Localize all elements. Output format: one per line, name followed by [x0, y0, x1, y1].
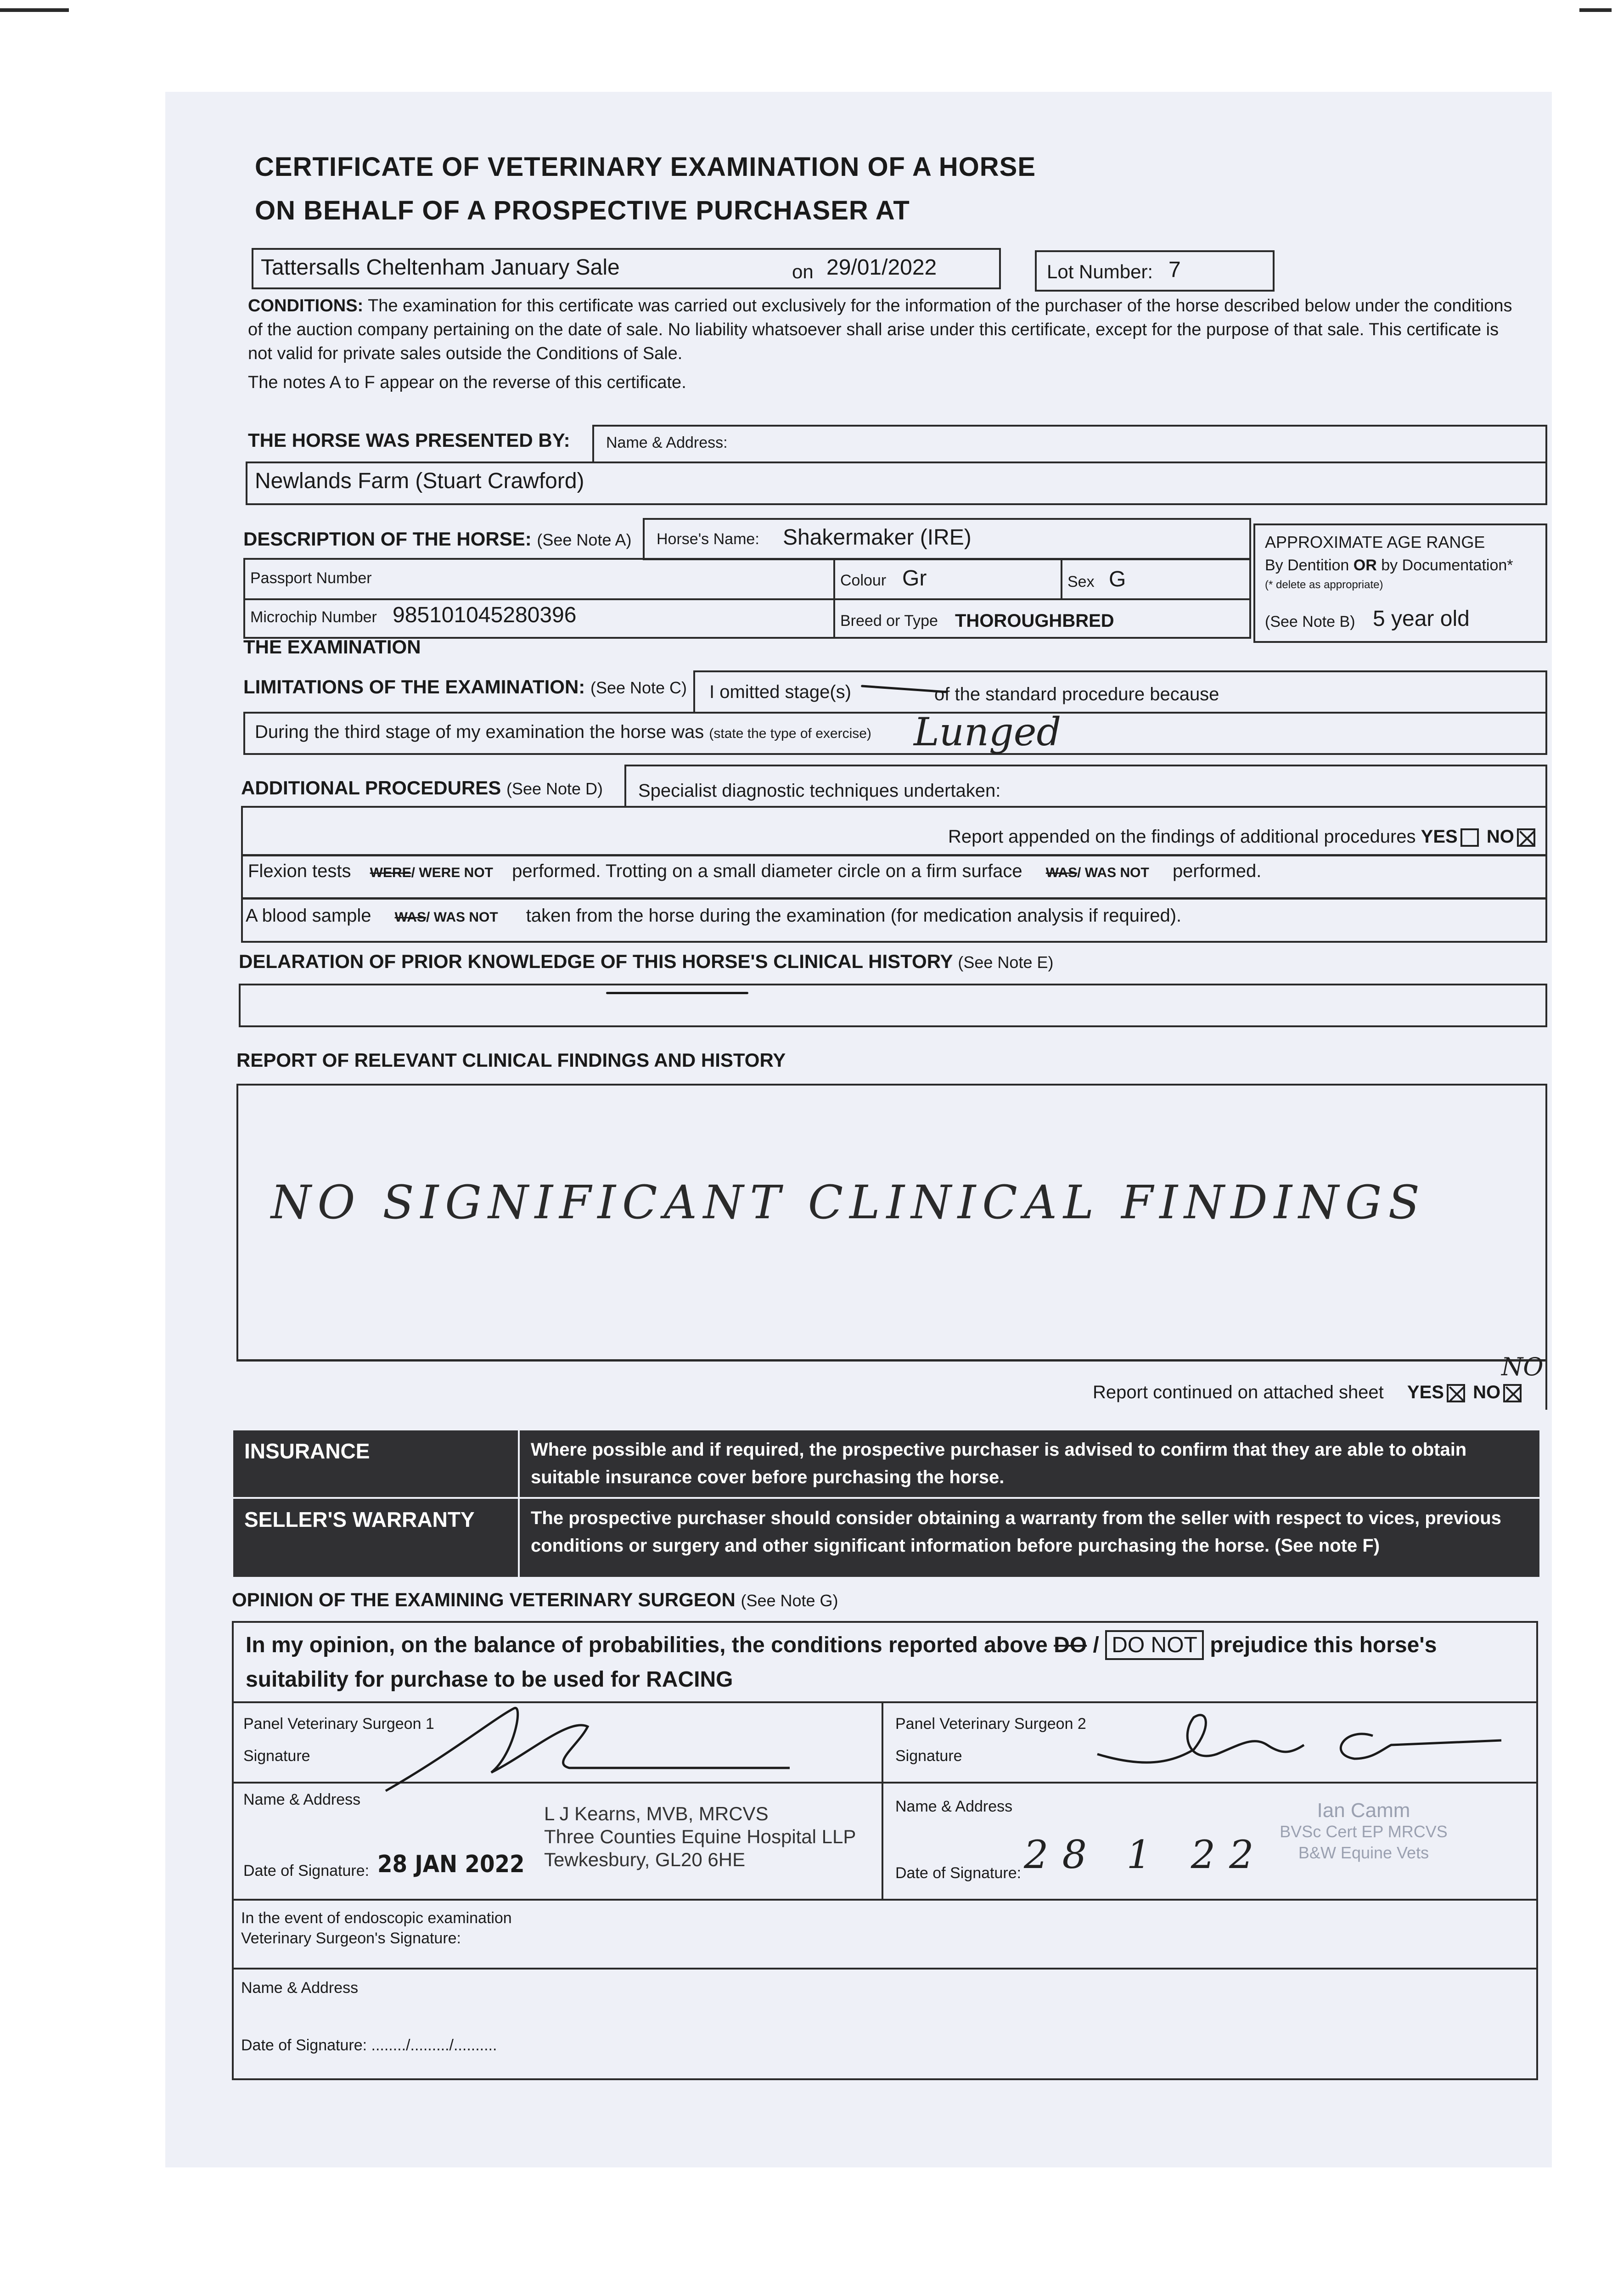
additional-label — [241, 777, 603, 799]
declaration-dash-mark — [606, 992, 748, 994]
declaration-label — [239, 951, 1053, 973]
title-line-2: ON BEHALF OF A PROSPECTIVE PURCHASER AT — [255, 196, 910, 225]
breed-value: THOROUGHBRED — [955, 611, 1114, 631]
declaration-note: (See Note E) — [958, 953, 1054, 972]
blood-label: A blood sample — [246, 906, 371, 926]
report-continued-yes: YES — [1407, 1382, 1444, 1402]
warranty-text: The prospective purchaser should consider obtaining a warranty from the seller with respect to vices, previous conditions or surgery and other significant information before purchasing the horse. (See note F) — [518, 1499, 1539, 1577]
surgeon1-address1: Three Counties Equine Hospital LLP — [544, 1826, 856, 1847]
report-continued-label: Report continued on attached sheet — [1093, 1382, 1384, 1402]
presented-by-value: Newlands Farm (Stuart Crawford) — [255, 469, 584, 493]
colour-value: Gr — [902, 566, 927, 591]
surgeon1-signature — [376, 1699, 817, 1800]
grid-divider — [243, 598, 1251, 600]
description-title: DESCRIPTION OF THE HORSE: — [243, 528, 532, 550]
age-or: OR — [1353, 557, 1377, 574]
endoscopic-line1: In the event of endoscopic examination — [241, 1909, 512, 1927]
presented-by-label: THE HORSE WAS PRESENTED BY: — [248, 429, 570, 451]
conditions-label: CONDITIONS: — [248, 296, 364, 315]
conditions-text — [248, 294, 1524, 366]
lot-label: Lot Number: — [1047, 261, 1153, 282]
presented-name-box — [592, 425, 1547, 463]
conditions-body: The examination for this certificate was carried out exclusively for the information of the purchaser of the horse described below under the conditions of the auction company pertaining on the date of sale. No liability whatsoever shall arise under this certificate, except for the purpose of that sale. This certificate is not valid for private sales outside the Conditions of Sale. — [248, 296, 1512, 363]
surgeon2-practice: B&W Equine Vets — [1298, 1843, 1429, 1862]
endoscopic-label — [241, 1908, 512, 1948]
sale-name: Tattersalls Cheltenham January Sale — [261, 255, 620, 280]
surgeon2-name-label: Name & Address — [895, 1798, 1013, 1815]
examination-label: THE EXAMINATION — [243, 636, 421, 658]
surgeon1-address2: Tewkesbury, GL20 6HE — [544, 1849, 746, 1870]
endoscopic-line2: Veterinary Surgeon's Signature: — [241, 1930, 461, 1947]
third-stage-text: During the third stage of my examination the horse was — [255, 722, 704, 742]
opinion-text-a: In my opinion, on the balance of probabilities, the conditions reported above — [246, 1633, 1048, 1657]
opinion-divider — [232, 1968, 1538, 1970]
third-stage-label — [255, 722, 871, 743]
surgeon2-date: 28 1 22 — [1024, 1832, 1268, 1877]
insurance-text: Where possible and if required, the prospective purchaser is advised to confirm that they are able to obtain suitable insurance cover before purchasing the horse. — [518, 1430, 1539, 1497]
surgeon1-panel-label: Panel Veterinary Surgeon 1 — [243, 1715, 434, 1733]
opinion-line1: In my opinion, on the balance of probabilities, the conditions reported above DO / DO NOT prejudice this horse's — [246, 1632, 1437, 1658]
limitations-title: LIMITATIONS OF THE EXAMINATION: — [243, 676, 585, 698]
report-appended-row — [948, 827, 1538, 847]
report-no-handwritten: NO — [1501, 1352, 1544, 1381]
warranty-label: SELLER'S WARRANTY — [233, 1499, 518, 1577]
sex-label: Sex — [1067, 573, 1095, 591]
specialist-label: Specialist diagnostic techniques undertaken: — [638, 781, 1001, 801]
opinion-line2: suitability for purchase to be used for RACING — [246, 1667, 733, 1692]
surgeon2-signature-label: Signature — [895, 1747, 962, 1765]
flexion-trot-text: performed. Trotting on a small diameter circle on a firm surface — [512, 861, 1022, 881]
trot-performed: performed. — [1172, 861, 1262, 881]
endoscopic-date-label: Date of Signature: ......../........./.......... — [241, 2037, 497, 2054]
report-continued-row — [1093, 1382, 1524, 1403]
opinion-note: (See Note G) — [741, 1591, 838, 1610]
flexion-row — [248, 861, 1261, 882]
breed-label: Breed or Type — [840, 612, 938, 630]
sex-value: G — [1109, 567, 1126, 591]
opinion-do-not: DO NOT — [1105, 1630, 1204, 1660]
report-appended-no: NO — [1486, 827, 1514, 847]
opinion-divider — [882, 1701, 883, 1899]
additional-note: (See Note D) — [506, 779, 603, 798]
horse-name-label: Horse's Name: — [657, 530, 759, 548]
age-method — [1265, 557, 1513, 574]
opinion-do: DO — [1054, 1633, 1087, 1657]
omitted-because: of the standard procedure because — [934, 684, 1219, 704]
scan-edge-mark — [1579, 8, 1612, 12]
blood-was-not: / WAS NOT — [426, 910, 498, 925]
declaration-title: DELARATION OF PRIOR KNOWLEDGE OF THIS HORSE'S CLINICAL HISTORY — [239, 951, 953, 972]
description-label — [243, 528, 631, 550]
passport-label: Passport Number — [250, 569, 372, 587]
surgeon1-date: 28 JAN 2022 — [377, 1851, 525, 1878]
continued-no-checkbox[interactable] — [1503, 1384, 1522, 1402]
conditions-notes: The notes A to F appear on the reverse of this certificate. — [248, 373, 686, 392]
insurance-label: INSURANCE — [233, 1430, 518, 1497]
surgeon2-quals: BVSc Cert EP MRCVS — [1280, 1822, 1448, 1841]
grid-divider — [1061, 558, 1062, 598]
opinion-label — [232, 1589, 838, 1611]
age-delete-note: (* delete as appropriate) — [1265, 579, 1383, 591]
scan-edge-mark — [0, 8, 69, 12]
blood-was: WAS — [394, 910, 426, 925]
blood-row — [246, 906, 1181, 926]
microchip-value: 985101045280396 — [393, 603, 577, 627]
surgeon1-name: L J Kearns, MVB, MRCVS — [544, 1803, 769, 1824]
surgeon2-signature — [1088, 1699, 1511, 1782]
limitations-note: (See Note C) — [590, 678, 687, 697]
endoscopic-name-label: Name & Address — [241, 1979, 359, 1997]
sale-on-label: on — [792, 261, 814, 282]
blood-text: taken from the horse during the examination (for medication analysis if required). — [526, 906, 1182, 926]
omitted-label: I omitted stage(s) — [709, 682, 852, 702]
report-continued-no: NO — [1473, 1382, 1501, 1402]
trot-was: WAS — [1045, 865, 1078, 880]
horse-name: Shakermaker (IRE) — [783, 525, 972, 550]
surgeon1-signature-label: Signature — [243, 1747, 310, 1765]
flexion-were: WERE — [370, 865, 411, 880]
report-divider — [236, 1359, 1547, 1361]
surgeon1-date-label: Date of Signature: — [243, 1862, 370, 1880]
report-finding: NO SIGNIFICANT CLINICAL FINDINGS — [271, 1176, 1427, 1229]
description-note: (See Note A) — [537, 530, 632, 549]
age-by-dentition: By Dentition — [1265, 557, 1349, 574]
flexion-were-not: / WERE NOT — [411, 865, 493, 880]
sale-date: 29/01/2022 — [826, 255, 937, 280]
yes-checkbox[interactable] — [1460, 828, 1479, 847]
limitations-label — [243, 676, 687, 698]
third-stage-value: Lunged — [914, 709, 1062, 754]
opinion-title: OPINION OF THE EXAMINING VETERINARY SURGEON — [232, 1589, 736, 1610]
flexion-label: Flexion tests — [248, 861, 351, 881]
surgeon2-date-label: Date of Signature: — [895, 1864, 1022, 1882]
opinion-text-b: prejudice this horse's — [1210, 1633, 1437, 1657]
additional-title: ADDITIONAL PROCEDURES — [241, 777, 501, 799]
age-by-docs: by Documentation* — [1381, 557, 1513, 574]
surgeon1-address-block — [544, 1802, 856, 1871]
lot-number: 7 — [1168, 258, 1181, 282]
presented-name-label: Name & Address: — [606, 434, 728, 451]
declaration-box — [239, 984, 1547, 1027]
no-checkbox[interactable] — [1517, 828, 1535, 847]
age-value: 5 year old — [1373, 607, 1470, 631]
grid-divider — [833, 558, 835, 639]
surgeon2-name: Ian Camm — [1317, 1799, 1410, 1822]
third-stage-hint: (state the type of exercise) — [709, 726, 871, 741]
report-label: REPORT OF RELEVANT CLINICAL FINDINGS AND HISTORY — [236, 1049, 786, 1071]
age-see-note: (See Note B) — [1265, 613, 1355, 630]
surgeon1-name-label: Name & Address — [243, 1791, 361, 1808]
microchip-label: Microchip Number — [250, 608, 377, 626]
surgeon2-panel-label: Panel Veterinary Surgeon 2 — [895, 1715, 1086, 1733]
report-appended-label: Report appended on the findings of additional procedures — [948, 827, 1416, 847]
report-divider — [1545, 1359, 1547, 1410]
trot-was-not: / WAS NOT — [1077, 865, 1149, 880]
continued-yes-checkbox[interactable] — [1447, 1384, 1465, 1402]
opinion-divider — [232, 1899, 1538, 1901]
report-appended-yes: YES — [1421, 827, 1458, 847]
age-title: APPROXIMATE AGE RANGE — [1265, 533, 1485, 551]
colour-label: Colour — [840, 572, 887, 589]
title-line-1: CERTIFICATE OF VETERINARY EXAMINATION OF A HORSE — [255, 152, 1036, 182]
surgeon2-stamp — [1240, 1800, 1488, 1863]
